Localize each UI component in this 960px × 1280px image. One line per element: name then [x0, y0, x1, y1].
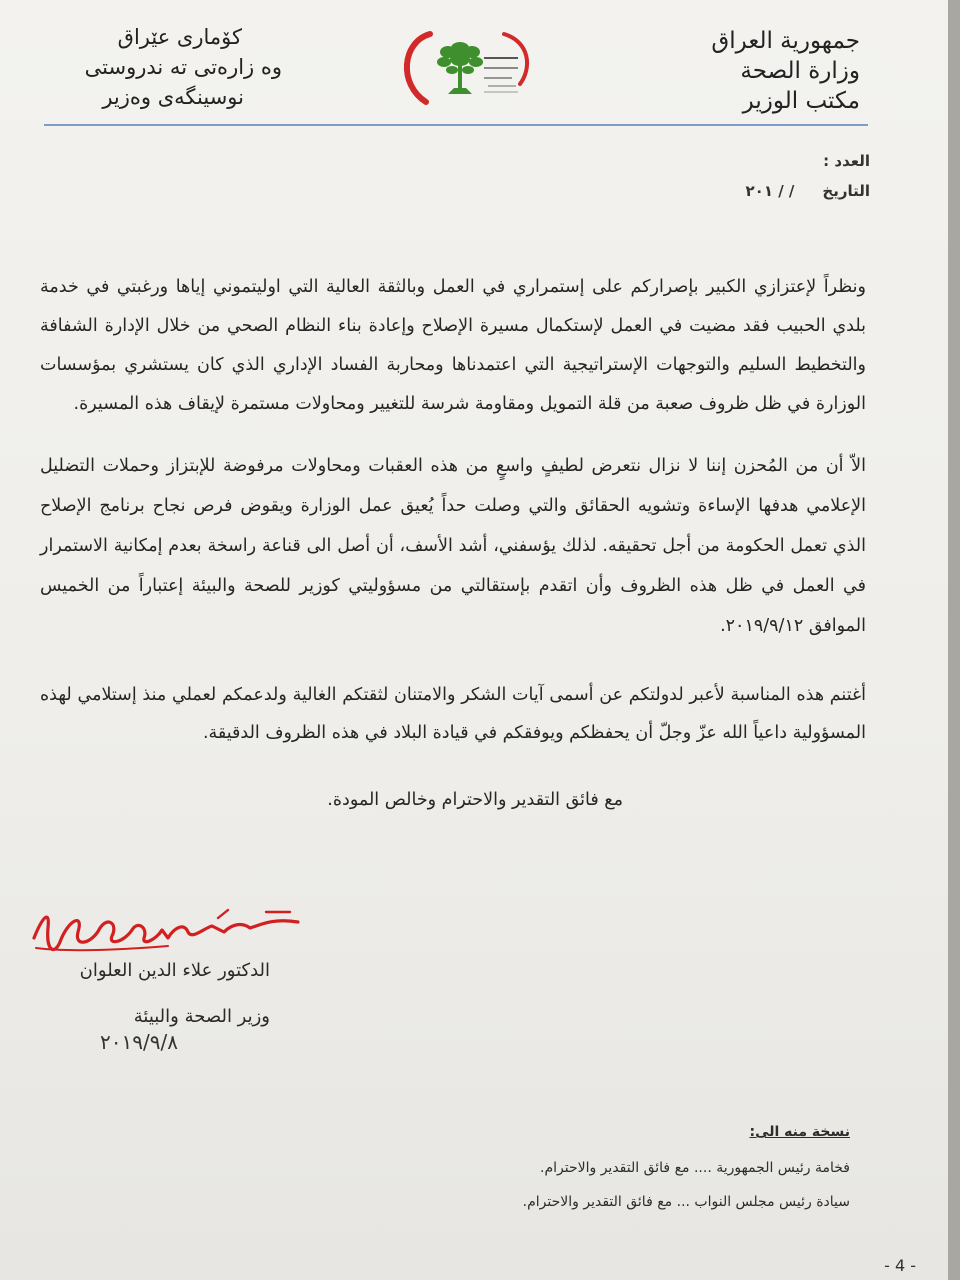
signatory-name: الدكتور علاء الدين العلوان: [79, 960, 270, 981]
date-value: / / ٢٠١: [745, 182, 795, 200]
header-kurdish-line-1: كۆماری عێراق: [117, 25, 242, 49]
signatory-title: وزير الصحة والبيئة: [133, 1006, 270, 1027]
header-kurdish-line-2: وه زارەتی تە ندروستی: [84, 55, 282, 79]
signatory-block: [40, 948, 270, 1040]
letter-closing: مع فائق التقدير والاحترام وخالص المودة.: [327, 790, 623, 810]
header-ministry-kurdish: [52, 22, 282, 112]
copy-to-item: سيادة رئيس مجلس النواب ... مع فائق التقدير والاحترام.: [522, 1194, 850, 1210]
header-line-republic: جمهورية العراق: [711, 28, 860, 54]
copy-to-item: فخامة رئيس الجمهورية .... مع فائق التقدير والاحترام.: [540, 1160, 850, 1176]
header-ministry-arabic: [711, 26, 860, 116]
copy-to-heading: نسخة منه الى:: [749, 1124, 850, 1140]
letter-paragraph-2: [40, 446, 866, 646]
page-number: - 4 -: [884, 1256, 916, 1275]
signature-date-text: ٢٠١٩/٩/٨: [100, 1030, 178, 1054]
ministry-logo-icon: [392, 28, 542, 112]
header-kurdish-line-3: نوسینگەی وەزیر: [102, 85, 244, 109]
header-line-ministry: وزارة الصحة: [740, 58, 860, 84]
letter-paragraph-1: [40, 268, 866, 424]
paragraph-1-text: ونظراً لإعتزازي الكبير بإصراركم على إستمراري في العمل وبالثقة العالية التي اوليتموني إياها ورغبتي في خدمة بلدي الحبيب فقد مضيت في العمل لإستكمال مسيرة الإصلاح وإعادة بناء النظام الصحي من خلال الإدارة الشفافة والتخطيط السليم والتوجهات الإستراتيجية التي اعتمدناها ومحاربة الفساد الإداري الذي كان يستشري بمؤسسات الوزارة في ظل ظروف صعبة من قلة التمويل ومقاومة شرسة للتغيير ومحاولات مستمرة لإيقاف هذه المسيرة.: [40, 277, 866, 414]
ministry-logo: [392, 28, 542, 112]
date-label: التاريخ: [822, 182, 870, 200]
signature-date: [100, 1030, 178, 1054]
date-line: [746, 182, 870, 200]
paragraph-2-text: الاّ أن من المُحزن إننا لا نزال نتعرض لطيفٍ واسعٍ من هذه العقبات ومحاولات مرفوضة للإبتزاز وحملات التضليل الإعلامي هدفها الإساءة وتشويه الحقائق والتي وصلت حداً يُعيق عمل الوزارة ويقوض فرص نجاح برنامج الإصلاح الذي تعمل الحكومة من أجل تحقيقه. لذلك يؤسفني، أشد الأسف، أن أصل الى قناعة راسخة بعدم إمكانية الاستمرار في العمل في ظل هذه الظروف وأن اتقدم بإستقالتي من مسؤوليتي كوزير للصحة والبيئة إعتباراً من الخميس الموافق ٢٠١٩/٩/١٢.: [40, 456, 866, 636]
header-line-office: مكتب الوزير: [742, 88, 860, 114]
paragraph-3-text: أغتنم هذه المناسبة لأعبر لدولتكم عن أسمى آيات الشكر والامتنان لثقتكم الغالية ولدعمكم لعملي منذ إستلامي لهذه المسؤولية داعياً الله عزّ وجلّ أن يحفظكم ويوفقكم في قيادة البلاد في هذه الظروف الدقيقة.: [40, 685, 866, 743]
letter-paragraph-3: [40, 676, 866, 752]
reference-number-label: العدد :: [823, 152, 870, 170]
header-divider: [44, 124, 868, 126]
